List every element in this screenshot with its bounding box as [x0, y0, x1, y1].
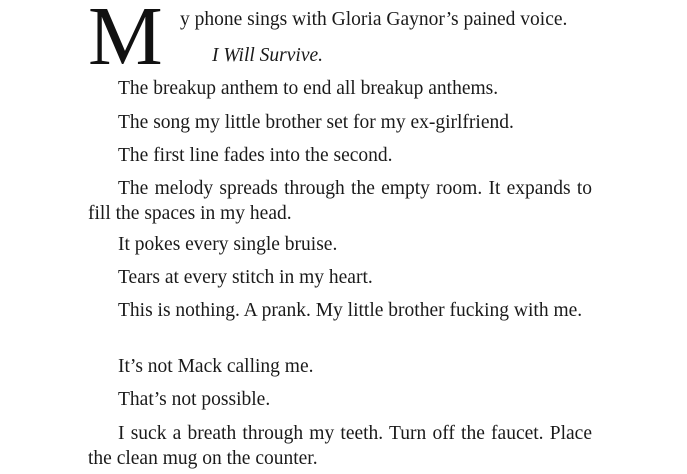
song-title: I Will Survive. [212, 45, 324, 66]
paragraph: Tears at every stitch in my heart. [118, 267, 373, 288]
paragraph: I suck a breath through my teeth. Turn off the faucet. Place the clean mug on the counter. [88, 423, 592, 469]
paragraph: The first line fades into the second. [118, 145, 393, 166]
paragraph: The breakup anthem to end all breakup anthems. [118, 78, 499, 99]
paragraph: It’s not Mack calling me. [118, 356, 314, 377]
paragraph: That’s not possible. [118, 389, 271, 410]
paragraph: This is nothing. A prank. My little brother fucking with me. [118, 300, 583, 321]
opening-line: y phone sings with Gloria Gaynor’s pained voice. [180, 9, 568, 30]
paragraph: The song my little brother set for my ex-girlfriend. [118, 112, 514, 133]
paragraph: The melody spreads through the empty room. It expands to fill the spaces in my head. [88, 178, 592, 224]
drop-cap-letter: M [88, 0, 163, 83]
paragraph: It pokes every single bruise. [118, 234, 338, 255]
